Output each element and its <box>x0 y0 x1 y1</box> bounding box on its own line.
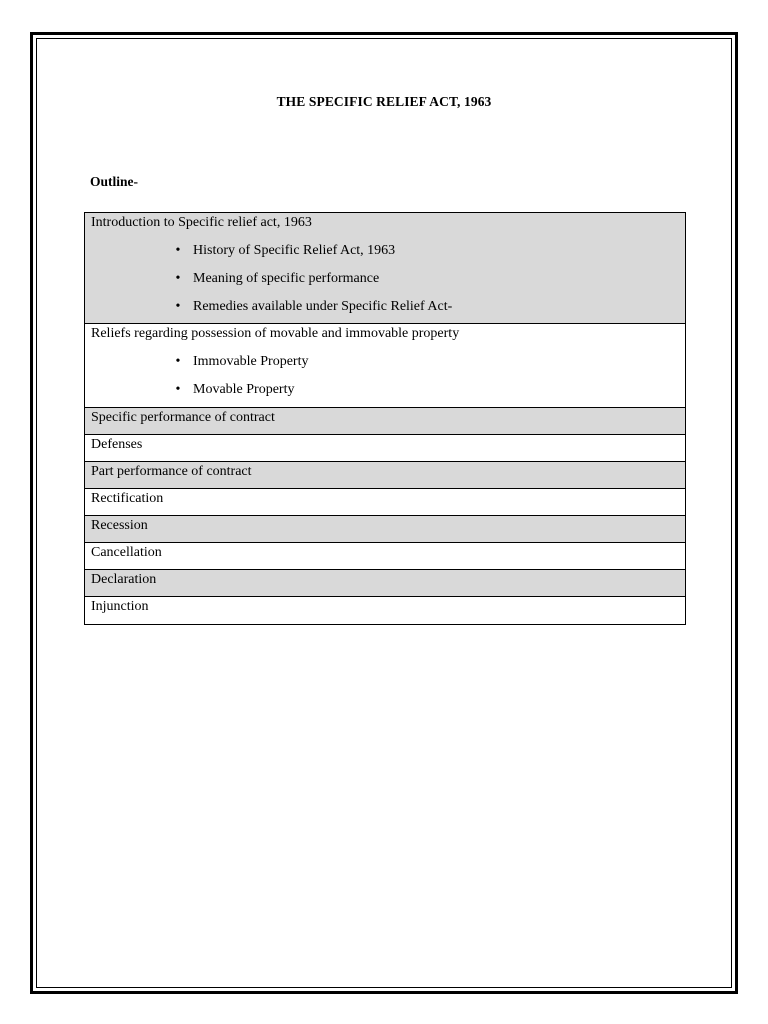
outline-sub-item <box>85 260 685 288</box>
outline-sub-item <box>85 371 685 399</box>
outline-row-specific-performance: Specific performance of contract <box>85 408 685 435</box>
outline-group-heading: Introduction to Specific relief act, 1963 <box>91 215 312 230</box>
outline-sub-item <box>85 288 685 316</box>
outline-row-declaration: Declaration <box>85 570 685 597</box>
outline-sub-list <box>85 343 685 399</box>
bullet-icon: • <box>175 382 181 397</box>
document-title: THE SPECIFIC RELIEF ACT, 1963 <box>276 94 492 109</box>
outline-sub-item-label: Meaning of specific performance <box>193 271 380 286</box>
outline-sub-item-label: Remedies available under Specific Relief Act- <box>193 299 453 314</box>
outline-sub-item-label: Movable Property <box>193 382 295 397</box>
outline-sub-item-label: Immovable Property <box>193 354 309 369</box>
outline-sub-item-label: History of Specific Relief Act, 1963 <box>193 243 396 258</box>
outline-sub-item <box>85 232 685 260</box>
outline-sub-list <box>85 232 685 316</box>
outline-heading: Outline- <box>90 174 139 189</box>
outline-group-introduction <box>85 213 685 324</box>
outline-group-reliefs <box>85 324 685 408</box>
outline-group-heading: Reliefs regarding possession of movable and immovable property <box>91 326 460 341</box>
outline-row-part-performance: Part performance of contract <box>85 462 685 489</box>
outline-row-cancellation: Cancellation <box>85 543 685 570</box>
bullet-icon: • <box>175 243 181 258</box>
outline-table <box>84 212 686 625</box>
bullet-icon: • <box>175 299 181 314</box>
outline-row-recession: Recession <box>85 516 685 543</box>
outline-sub-item <box>85 343 685 371</box>
outline-row-defenses: Defenses <box>85 435 685 462</box>
outline-row-rectification: Rectification <box>85 489 685 516</box>
outline-row-injunction: Injunction <box>91 599 149 614</box>
bullet-icon: • <box>175 271 181 286</box>
bullet-icon: • <box>175 354 181 369</box>
